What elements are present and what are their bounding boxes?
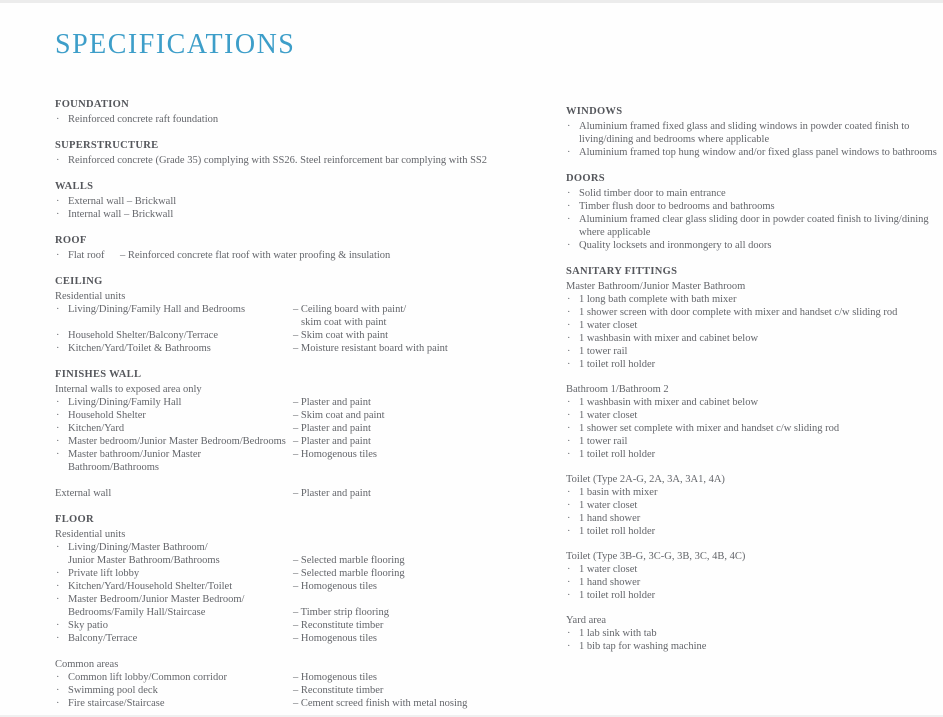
bullet-icon: · bbox=[567, 410, 571, 421]
list-item bbox=[55, 684, 500, 697]
section-subtitle: Residential units bbox=[55, 529, 126, 540]
spec-item: 1 toilet roll holder bbox=[579, 590, 656, 601]
section-subtitle: Master Bathroom/Junior Master Bathroom bbox=[566, 281, 746, 292]
bullet-icon: · bbox=[567, 320, 571, 331]
page-title: SPECIFICATIONS bbox=[55, 29, 296, 60]
spec-label: Swimming pool deck bbox=[68, 685, 158, 696]
list-item bbox=[566, 435, 938, 448]
spec-label: Living/Dining/Family Hall bbox=[68, 397, 182, 408]
section-sanitary-fittings bbox=[566, 265, 938, 653]
section-doors bbox=[566, 172, 938, 252]
spec-item: Solid timber door to main entrance bbox=[579, 188, 726, 199]
spec-item: 1 water closet bbox=[579, 410, 638, 421]
bullet-icon: · bbox=[56, 633, 60, 644]
list-item bbox=[566, 422, 938, 435]
sanitary-group-toilet-2a bbox=[566, 473, 938, 538]
list-item bbox=[566, 200, 938, 213]
bullet-icon: · bbox=[56, 449, 60, 460]
bullet-icon: · bbox=[567, 577, 571, 588]
list-item bbox=[55, 580, 500, 593]
bullet-icon: · bbox=[567, 307, 571, 318]
list-item bbox=[55, 154, 500, 167]
bullet-icon: · bbox=[567, 240, 571, 251]
list-item bbox=[566, 187, 938, 200]
bullet-icon: · bbox=[567, 526, 571, 537]
sanitary-group-bathroom-1-2 bbox=[566, 383, 938, 461]
bullet-icon: · bbox=[56, 250, 60, 261]
list-item bbox=[566, 589, 938, 602]
spec-item: Reinforced concrete (Grade 35) complying with SS26. Steel reinforcement bar complying with SS2 bbox=[68, 155, 488, 166]
list-item bbox=[55, 448, 500, 474]
list-item bbox=[55, 422, 500, 435]
bullet-icon: · bbox=[56, 581, 60, 592]
spec-item: 1 toilet roll holder bbox=[579, 526, 656, 537]
spec-item: 1 toilet roll holder bbox=[579, 449, 656, 460]
section-subtitle: Common areas bbox=[55, 659, 119, 670]
spec-label: Common lift lobby/Common corridor bbox=[68, 672, 227, 683]
list-item bbox=[55, 671, 500, 684]
spec-item: 1 basin with mixer bbox=[579, 487, 658, 498]
section-superstructure bbox=[55, 139, 500, 167]
spec-item: Timber flush door to bedrooms and bathrooms bbox=[579, 201, 775, 212]
section-heading: CEILING bbox=[55, 276, 103, 287]
left-column bbox=[55, 98, 500, 717]
bullet-icon: · bbox=[56, 304, 60, 315]
spec-item: 1 toilet roll holder bbox=[579, 359, 656, 370]
section-heading: SUPERSTRUCTURE bbox=[55, 140, 159, 151]
list-item bbox=[55, 409, 500, 422]
spec-value-line: skim coat with paint bbox=[301, 317, 387, 328]
spec-label: Sky patio bbox=[68, 620, 108, 631]
spec-label: Household Shelter/Balcony/Terrace bbox=[68, 330, 219, 341]
bullet-icon: · bbox=[567, 449, 571, 460]
bullet-icon: · bbox=[56, 568, 60, 579]
content-columns bbox=[55, 98, 943, 717]
bullet-icon: · bbox=[567, 564, 571, 575]
spec-item: 1 tower rail bbox=[579, 436, 628, 447]
bullet-icon: · bbox=[56, 155, 60, 166]
list-item bbox=[55, 697, 500, 710]
list-item bbox=[55, 208, 500, 221]
bullet-icon: · bbox=[567, 641, 571, 652]
spec-item: 1 bib tap for washing machine bbox=[579, 641, 707, 652]
list-item bbox=[55, 541, 500, 567]
spec-label: Fire staircase/Staircase bbox=[68, 698, 165, 709]
bullet-icon: · bbox=[56, 209, 60, 220]
list-item bbox=[566, 525, 938, 538]
list-item bbox=[566, 239, 938, 252]
sanitary-group-yard-area bbox=[566, 614, 938, 653]
bullet-icon: · bbox=[56, 330, 60, 341]
bullet-icon: · bbox=[56, 436, 60, 447]
bullet-icon: · bbox=[56, 542, 60, 553]
spec-value: – Homogenous tiles bbox=[293, 581, 377, 592]
list-item bbox=[566, 345, 938, 358]
spec-label-line: Bedrooms/Family Hall/Staircase bbox=[68, 607, 206, 618]
spec-value: – Moisture resistant board with paint bbox=[293, 343, 448, 354]
spec-item: Reinforced concrete raft foundation bbox=[68, 114, 219, 125]
list-item bbox=[566, 306, 938, 319]
spec-value: – Reinforced concrete flat roof with water proofing & insulation bbox=[120, 250, 391, 261]
section-subtitle: Toilet (Type 3B-G, 3C-G, 3B, 3C, 4B, 4C) bbox=[566, 551, 746, 562]
list-item bbox=[55, 435, 500, 448]
spec-item: 1 shower screen with door complete with mixer and handset c/w sliding rod bbox=[579, 307, 898, 318]
spec-value: – Reconstitute timber bbox=[293, 685, 384, 696]
spec-item: 1 lab sink with tab bbox=[579, 628, 657, 639]
spec-label: External wall bbox=[55, 488, 112, 499]
list-item bbox=[55, 329, 500, 342]
spec-item: External wall – Brickwall bbox=[68, 196, 177, 207]
bullet-icon: · bbox=[567, 188, 571, 199]
spec-label-line: Master Bedroom/Junior Master Bedroom/ bbox=[68, 594, 245, 605]
bullet-icon: · bbox=[56, 423, 60, 434]
list-item bbox=[55, 249, 500, 262]
list-item bbox=[566, 499, 938, 512]
section-heading: WALLS bbox=[55, 181, 94, 192]
spec-value: – Skim coat and paint bbox=[293, 410, 385, 421]
section-foundation bbox=[55, 98, 500, 126]
list-item bbox=[566, 146, 938, 159]
spec-label-line: Junior Master Bathroom/Bathrooms bbox=[68, 555, 220, 566]
spec-label: Kitchen/Yard bbox=[68, 423, 125, 434]
section-finishes-wall bbox=[55, 368, 500, 500]
list-item bbox=[566, 396, 938, 409]
list-item bbox=[566, 319, 938, 332]
bullet-icon: · bbox=[567, 423, 571, 434]
section-walls bbox=[55, 180, 500, 221]
section-heading: WINDOWS bbox=[566, 106, 623, 117]
spec-item: Aluminium framed clear glass sliding door in powder coated finish to living/dining where applicable bbox=[579, 214, 929, 238]
section-heading: ROOF bbox=[55, 235, 87, 246]
spec-item: 1 water closet bbox=[579, 564, 638, 575]
spec-value: – Homogenous tiles bbox=[293, 672, 377, 683]
section-floor bbox=[55, 513, 500, 710]
list-item bbox=[55, 195, 500, 208]
bullet-icon: · bbox=[567, 500, 571, 511]
spec-item: Internal wall – Brickwall bbox=[68, 209, 174, 220]
bullet-icon: · bbox=[567, 201, 571, 212]
section-subtitle: Toilet (Type 2A-G, 2A, 3A, 3A1, 4A) bbox=[566, 474, 725, 485]
spec-label: Flat roof bbox=[68, 250, 105, 261]
list-item bbox=[55, 632, 500, 645]
spec-value: – Homogenous tiles bbox=[293, 633, 377, 644]
spec-item: 1 long bath complete with bath mixer bbox=[579, 294, 737, 305]
list-item bbox=[55, 396, 500, 409]
spec-value: – Plaster and paint bbox=[293, 397, 371, 408]
list-item bbox=[566, 213, 938, 239]
section-ceiling bbox=[55, 275, 500, 355]
bullet-icon: · bbox=[56, 397, 60, 408]
spec-value: – Homogenous tiles bbox=[293, 449, 377, 460]
bullet-icon: · bbox=[56, 698, 60, 709]
spec-label: Private lift lobby bbox=[68, 568, 140, 579]
list-item bbox=[566, 512, 938, 525]
sanitary-group-master-bathroom bbox=[566, 280, 938, 371]
section-heading: FINISHES WALL bbox=[55, 369, 142, 380]
spec-value-line: – Ceiling board with paint/ bbox=[293, 304, 407, 315]
list-item bbox=[55, 567, 500, 580]
list-item bbox=[566, 332, 938, 345]
section-subtitle: Internal walls to exposed area only bbox=[55, 384, 202, 395]
bullet-icon: · bbox=[567, 214, 571, 225]
bullet-icon: · bbox=[56, 672, 60, 683]
bullet-icon: · bbox=[56, 594, 60, 605]
section-subtitle: Yard area bbox=[566, 615, 607, 626]
right-column bbox=[566, 98, 938, 666]
spec-value: – Plaster and paint bbox=[293, 436, 371, 447]
spec-item: 1 hand shower bbox=[579, 577, 641, 588]
spec-value: – Reconstitute timber bbox=[293, 620, 384, 631]
list-item bbox=[566, 486, 938, 499]
bullet-icon: · bbox=[56, 114, 60, 125]
bullet-icon: · bbox=[567, 346, 571, 357]
list-item bbox=[566, 448, 938, 461]
bullet-icon: · bbox=[567, 628, 571, 639]
spec-label: Master bathroom/Junior Master Bathroom/Bathrooms bbox=[68, 449, 201, 473]
list-item bbox=[55, 303, 500, 329]
spec-value: – Skim coat with paint bbox=[293, 330, 389, 341]
spec-value: – Plaster and paint bbox=[293, 423, 371, 434]
list-item bbox=[566, 640, 938, 653]
bullet-icon: · bbox=[567, 333, 571, 344]
spec-item: 1 shower set complete with mixer and handset c/w sliding rod bbox=[579, 423, 840, 434]
list-item bbox=[55, 619, 500, 632]
spec-value: – Cement screed finish with metal nosing bbox=[293, 698, 468, 709]
spec-value: – Plaster and paint bbox=[293, 488, 371, 499]
list-item bbox=[55, 593, 500, 619]
spec-label: Living/Dining/Family Hall and Bedrooms bbox=[68, 304, 246, 315]
list-item bbox=[566, 409, 938, 422]
bullet-icon: · bbox=[56, 196, 60, 207]
section-windows bbox=[566, 105, 938, 159]
bullet-icon: · bbox=[567, 590, 571, 601]
spec-label: Balcony/Terrace bbox=[68, 633, 138, 644]
list-item bbox=[55, 342, 500, 355]
spec-value: – Selected marble flooring bbox=[293, 555, 405, 566]
section-roof bbox=[55, 234, 500, 262]
bullet-icon: · bbox=[567, 397, 571, 408]
bullet-icon: · bbox=[56, 410, 60, 421]
spec-label bbox=[68, 593, 293, 619]
spec-item: Aluminium framed top hung window and/or fixed glass panel windows to bathrooms bbox=[579, 147, 937, 158]
spec-item: 1 washbasin with mixer and cabinet below bbox=[579, 333, 759, 344]
bullet-icon: · bbox=[567, 436, 571, 447]
spec-value: – Selected marble flooring bbox=[293, 568, 405, 579]
spec-item: 1 tower rail bbox=[579, 346, 628, 357]
bullet-icon: · bbox=[567, 359, 571, 370]
section-subtitle: Residential units bbox=[55, 291, 126, 302]
list-item bbox=[566, 627, 938, 640]
bullet-icon: · bbox=[56, 620, 60, 631]
spec-label bbox=[68, 541, 293, 567]
bullet-icon: · bbox=[56, 343, 60, 354]
list-item bbox=[566, 563, 938, 576]
section-subtitle: Bathroom 1/Bathroom 2 bbox=[566, 384, 669, 395]
list-item bbox=[55, 113, 500, 126]
spec-label: Master bedroom/Junior Master Bedroom/Bedrooms bbox=[68, 436, 286, 447]
list-item bbox=[55, 487, 500, 500]
spec-label: Kitchen/Yard/Toilet & Bathrooms bbox=[68, 343, 211, 354]
spec-item: 1 washbasin with mixer and cabinet below bbox=[579, 397, 759, 408]
sanitary-group-toilet-3b bbox=[566, 550, 938, 602]
spec-item: 1 hand shower bbox=[579, 513, 641, 524]
bullet-icon: · bbox=[567, 513, 571, 524]
spec-label-line: Living/Dining/Master Bathroom/ bbox=[68, 542, 208, 553]
spec-value bbox=[293, 303, 500, 329]
section-heading: FOUNDATION bbox=[55, 99, 129, 110]
list-item bbox=[566, 120, 938, 146]
list-item bbox=[566, 293, 938, 306]
spec-label: Kitchen/Yard/Household Shelter/Toilet bbox=[68, 581, 233, 592]
section-heading: DOORS bbox=[566, 173, 605, 184]
bullet-icon: · bbox=[567, 294, 571, 305]
section-heading: SANITARY FITTINGS bbox=[566, 266, 678, 277]
section-heading: FLOOR bbox=[55, 514, 94, 525]
bullet-icon: · bbox=[567, 121, 571, 132]
spec-value: – Timber strip flooring bbox=[293, 607, 389, 618]
spec-item: 1 water closet bbox=[579, 320, 638, 331]
bullet-icon: · bbox=[56, 685, 60, 696]
spec-item: Quality locksets and ironmongery to all doors bbox=[579, 240, 772, 251]
list-item bbox=[566, 576, 938, 589]
spec-item: 1 water closet bbox=[579, 500, 638, 511]
spec-label: Household Shelter bbox=[68, 410, 146, 421]
bullet-icon: · bbox=[567, 487, 571, 498]
spec-item: Aluminium framed fixed glass and sliding windows in powder coated finish to living/dining and bedrooms where applicable bbox=[579, 121, 910, 145]
list-item bbox=[566, 358, 938, 371]
bullet-icon: · bbox=[567, 147, 571, 158]
